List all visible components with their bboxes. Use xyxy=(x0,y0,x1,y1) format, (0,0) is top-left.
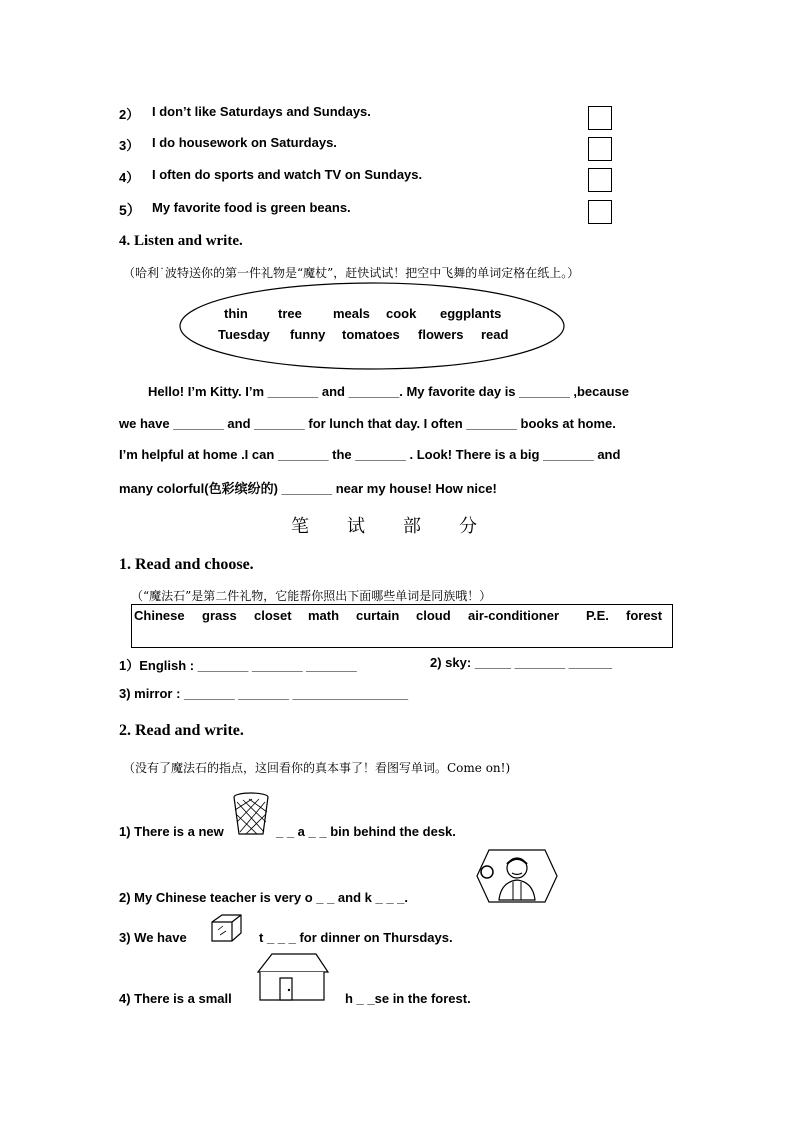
section-instruction: （“魔法石”是第二件礼物，它能帮你照出下面哪些单词是同族哦！） xyxy=(131,589,492,603)
teacher-portrait-icon xyxy=(475,846,559,906)
passage-line: I’m helpful at home .I can _______ the _______ . Look! There is a big _______ and xyxy=(119,447,621,462)
word: P.E. xyxy=(586,608,609,623)
word: forest xyxy=(626,608,663,623)
house-icon xyxy=(252,950,332,1004)
word: thin xyxy=(224,306,248,321)
word: tomatoes xyxy=(342,327,400,342)
word: closet xyxy=(254,608,292,623)
word: Tuesday xyxy=(218,327,270,342)
section-heading: 4. Listen and write. xyxy=(119,233,243,249)
listen-item-num: 5） xyxy=(119,202,141,218)
tofu-cube-icon xyxy=(208,912,244,944)
passage-line: we have _______ and _______ for lunch that day. I often _______ books at home. xyxy=(119,416,616,431)
word: tree xyxy=(278,306,302,321)
passage-line: many colorful(色彩缤纷的) _______ near my house! How nice! xyxy=(119,481,497,496)
section-heading: 2. Read and write. xyxy=(119,722,244,739)
word: funny xyxy=(290,327,326,342)
question: 3) mirror : _______ _______ ________________ xyxy=(119,686,409,701)
section-instruction: （哈利˙波特送你的第一件礼物是“魔杖”，赶快试试！把空中飞舞的单词定格在纸上。） xyxy=(123,266,580,280)
question: 2) My Chinese teacher is very o _ _ and k _ _ _. xyxy=(119,890,409,905)
question: t _ _ _ for dinner on Thursdays. xyxy=(259,930,453,945)
question: _ _ a _ _ bin behind the desk. xyxy=(276,824,456,839)
question: 1) There is a new xyxy=(119,824,224,839)
section-heading: 1. Read and choose. xyxy=(119,556,254,573)
passage-line: Hello! I’m Kitty. I’m _______ and _______. My favorite day is _______ ,because xyxy=(148,384,630,399)
listen-item-num: 3） xyxy=(119,138,140,153)
page-title: 笔试部分 xyxy=(291,516,515,537)
listen-item-text: I do housework on Saturdays. xyxy=(152,135,337,150)
word: meals xyxy=(333,306,370,321)
word: curtain xyxy=(356,608,400,623)
word: cook xyxy=(386,306,417,321)
listen-item-num: 4） xyxy=(119,170,140,185)
word: air-conditioner xyxy=(468,608,560,623)
listen-item-text: I often do sports and watch TV on Sundays. xyxy=(152,167,423,182)
listen-item-num: 2） xyxy=(119,107,140,122)
wastebasket-icon xyxy=(231,792,271,838)
listen-item-text: I don’t like Saturdays and Sundays. xyxy=(152,104,371,119)
word: read xyxy=(481,327,509,342)
question: 2) sky: _____ _______ ______ xyxy=(430,655,613,670)
question: 1）English : _______ _______ _______ xyxy=(119,658,357,673)
word: flowers xyxy=(418,327,464,342)
word: cloud xyxy=(416,608,451,623)
question: 3) We have xyxy=(119,930,187,945)
word: math xyxy=(308,608,340,623)
question: 4) There is a small xyxy=(119,991,232,1006)
section-instruction: （没有了魔法石的指点，这回看你的真本事了！看图写单词。Come on!) xyxy=(123,761,511,775)
question: h _ _se in the forest. xyxy=(345,991,471,1006)
listen-item-text: My favorite food is green beans. xyxy=(152,200,351,215)
word: eggplants xyxy=(440,306,502,321)
word: Chinese xyxy=(134,608,185,623)
word: grass xyxy=(202,608,237,623)
